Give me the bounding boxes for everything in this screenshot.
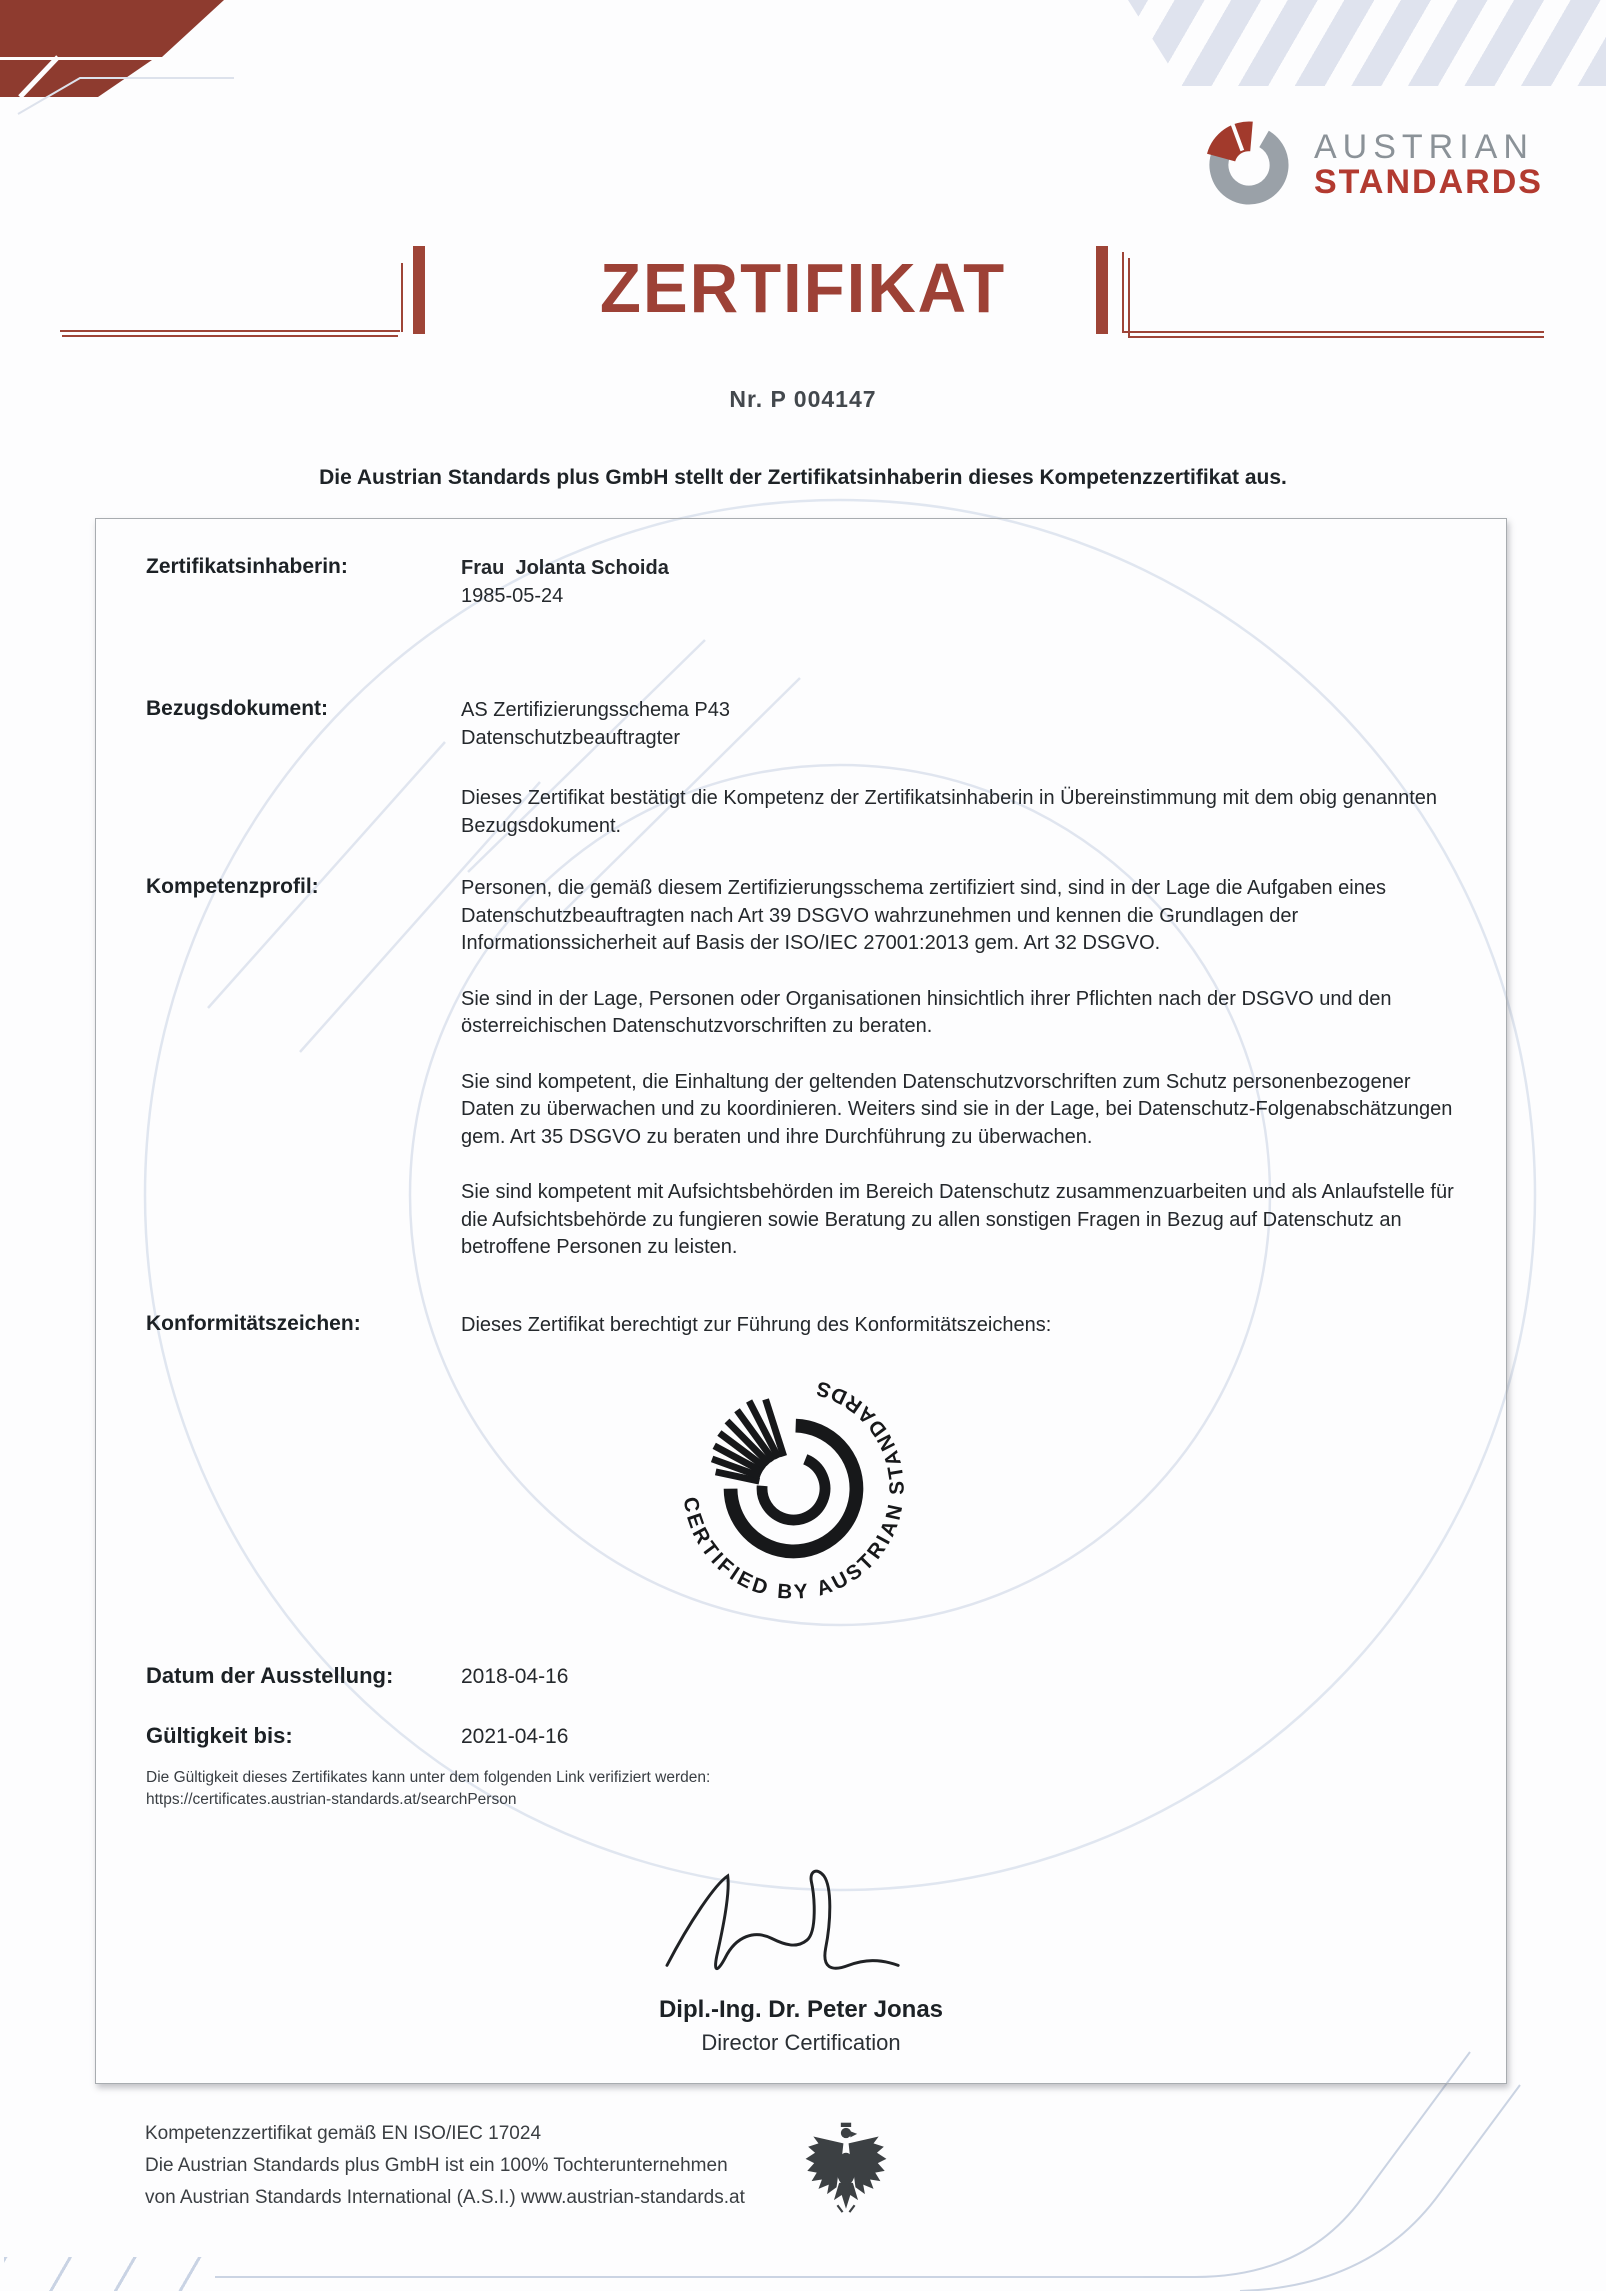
- valid-until-label: Gültigkeit bis:: [146, 1723, 293, 1748]
- title-ornament-left-line: [60, 330, 400, 332]
- reference-label: Bezugsdokument:: [146, 697, 329, 720]
- page-title: ZERTIFIKAT: [599, 249, 1007, 327]
- valid-until-row: [146, 1723, 1468, 1751]
- signatory-title: Director Certification: [701, 2030, 901, 2055]
- conformity-text: Dieses Zertifikat berechtigt zur Führung des Konformitätszeichens:: [461, 1314, 1052, 1336]
- title-ornament-right-line2: [1128, 336, 1544, 338]
- holder-value: [461, 555, 1468, 610]
- title-ornament-right-riser: [1122, 252, 1124, 333]
- brand-name: [1314, 130, 1543, 199]
- holder-row: [146, 555, 1468, 610]
- footer-line2: Die Austrian Standards plus GmbH ist ein 100% Tochterunternehmen: [145, 2155, 728, 2176]
- competence-paragraph-2: Sie sind in der Lage, Personen oder Organisationen hinsichtlich ihrer Pflichten nach der DSGVO und den österreichischen Datenschutzvorschriften zu beraten.: [461, 987, 1392, 1037]
- holder-label: Zertifikatsinhaberin:: [146, 555, 348, 578]
- reference-row: [146, 697, 1468, 752]
- brand-name-top: AUSTRIAN: [1314, 128, 1534, 167]
- valid-until-value: 2021-04-16: [461, 1725, 569, 1748]
- competence-paragraph-1: Personen, die gemäß diesem Zertifizierungsschema zertifiziert sind, sind in der Lage die Aufgaben eines Datenschutzbeauftragten nach Art 39 DSGVO wahrzunehmen und kennen die Grundlagen der Informationssicherheit auf Basis der ISO/IEC 27001:2013 gem. Art 32 DSGVO.: [461, 877, 1386, 954]
- signature-image: [621, 1854, 961, 1989]
- title-ornament-left-line2: [62, 335, 398, 337]
- title-ornament-right-line: [1122, 331, 1544, 333]
- intro-line: Die Austrian Standards plus GmbH stellt der Zertifikatsinhaberin dieses Kompetenzzertifikat aus.: [319, 466, 1287, 489]
- holder-dob: 1985-05-24: [461, 584, 564, 607]
- conformity-label: Konformitätszeichen:: [146, 1312, 361, 1335]
- footer-line1: Kompetenzzertifikat gemäß EN ISO/IEC 17024: [145, 2123, 542, 2144]
- issue-date-label: Datum der Ausstellung:: [146, 1663, 394, 1688]
- reference-line2: Datenschutzbeauftragter: [461, 726, 681, 749]
- reference-paragraph-row: [146, 785, 1468, 840]
- seal-circular-text: CERTIFIED BY AUSTRIAN STANDARDS: [678, 1375, 909, 1604]
- eagle-emblem-icon: [803, 2120, 889, 2220]
- certificate-number: Nr. P 004147: [729, 386, 877, 412]
- title-ornament-right-bar: [1096, 246, 1108, 334]
- footer-line3: von Austrian Standards International (A.S.I.) www.austrian-standards.at: [145, 2187, 745, 2208]
- reference-line1: AS Zertifizierungsschema P43: [461, 699, 731, 721]
- conformity-row: [146, 1312, 1468, 1340]
- issue-date-value: 2018-04-16: [461, 1665, 569, 1688]
- brand-mark-icon: [1200, 116, 1298, 214]
- certificate-box: [95, 518, 1507, 2084]
- competence-row: [146, 875, 1468, 1290]
- signatory-name: Dipl.-Ing. Dr. Peter Jonas: [658, 1996, 944, 2023]
- footer-note: [145, 2118, 745, 2214]
- competence-paragraph-3: Sie sind kompetent, die Einhaltung der geltenden Datenschutzvorschriften zum Schutz personenbezogener Daten zu überwachen und zu koordinieren. Weiters sind sie in der Lage, bei Datenschutz-Folgenabschätzungen gem. Art 35 DSGVO zu beraten und ihre Durchführung zu überwachen.: [461, 1070, 1453, 1148]
- verify-note: [146, 1767, 710, 1811]
- holder-name: Frau Jolanta Schoida: [461, 557, 669, 579]
- competence-paragraph-4: Sie sind kompetent mit Aufsichtsbehörden im Bereich Datenschutz zusammenzuarbeiten und als Anlaufstelle für die Aufsichtsbehörde zu fungieren sowie Beratung zu allen sonstigen Fragen in Bezug auf Datenschutz an betroffene Personen zu leisten.: [461, 1181, 1454, 1258]
- title-ornament-right-riser2: [1128, 258, 1130, 338]
- bottom-hatch-decor: [4, 2257, 234, 2291]
- stripe-band-decor: [1118, 0, 1606, 86]
- reference-value: [461, 697, 1468, 752]
- conformity-seal: [646, 1341, 941, 1636]
- competence-label: Kompetenzprofil:: [146, 875, 319, 898]
- reference-paragraph: Dieses Zertifikat bestätigt die Kompetenz der Zertifikatsinhaberin in Übereinstimmung mit dem obig genannten Bezugsdokument.: [461, 787, 1438, 837]
- svg-text:CERTIFIED BY AUSTRIAN STANDARD: [679, 1376, 909, 1604]
- verify-text: Die Gültigkeit dieses Zertifikates kann unter dem folgenden Link verifiziert werden:: [146, 1769, 711, 1786]
- title-ornament-left-bar: [413, 246, 425, 334]
- brand-name-bottom: STANDARDS: [1314, 163, 1543, 201]
- issue-date-row: [146, 1663, 1468, 1691]
- brand-logo: [1200, 116, 1543, 214]
- competence-paragraphs: [461, 875, 1468, 1290]
- verify-url: https://certificates.austrian-standards.at/searchPerson: [146, 1791, 517, 1808]
- title-ornament-left-riser: [401, 263, 403, 332]
